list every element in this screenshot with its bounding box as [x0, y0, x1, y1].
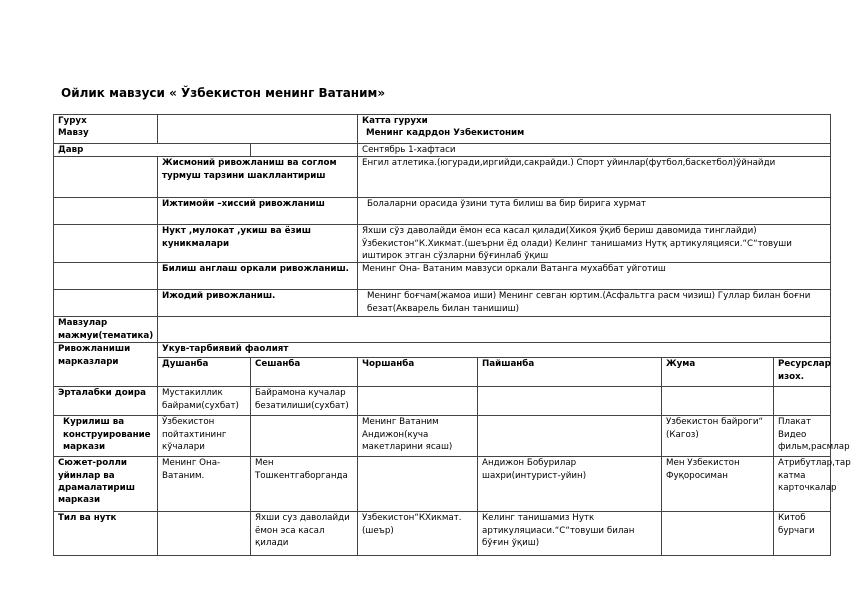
dev-area-row	[54, 290, 831, 317]
activity-cell	[662, 387, 774, 416]
dev-area-text: Енгил атлетика.(югуради,иргийди,сакрайди.) Спорт уйинлар(футбол,баскетбол)ўйнайди	[358, 157, 831, 198]
activity-cell: Узбекистон байроги“ (Кагоз)	[662, 416, 774, 457]
center-row	[54, 512, 831, 556]
activity-cell: Келинг танишамиз Нутк артикуляциаси.“С“товуши билан бўғин ўқиш)	[478, 512, 662, 556]
dev-area-row	[54, 225, 831, 263]
group-topic-label-cell	[54, 115, 158, 144]
topic-label: Мавзу	[58, 128, 89, 139]
center-row	[54, 387, 831, 416]
activity-cell	[358, 387, 478, 416]
activity-cell	[478, 387, 662, 416]
empty-cell	[158, 317, 831, 343]
dev-area-text: Яхши сўз даволайди ёмон еса касал қилади(Хикоя ўқиб бериш давомида тинглайди) Ўзбекистон“К.Хикмат.(шеърни ёд олади) Келинг танишамиз Нутқ артикуляцияси.“С“товуши иштирок этган сўзларни бўғинлаб ўқиш	[358, 225, 831, 263]
period-value: Сентябрь 1-хафтаси	[358, 144, 831, 157]
group-topic-row	[54, 115, 831, 144]
group-topic-value-cell	[358, 115, 831, 144]
empty-cell	[54, 290, 158, 317]
activity-cell	[478, 416, 662, 457]
activity-row	[54, 343, 831, 358]
day-header: Чоршанба	[358, 358, 478, 387]
empty-cell	[251, 144, 358, 157]
themes-label: Мавзулар мажмуи(тематика)	[54, 317, 158, 343]
activity-cell: Менинг Ватаним Андижон(куча макетларини ясаш)	[358, 416, 478, 457]
dev-area-row	[54, 198, 831, 225]
dev-area-label: Жисмоний ривожланиш ва соглом турмуш тарзини шакллантириш	[158, 157, 358, 198]
empty-cell	[158, 115, 358, 144]
empty-cell	[54, 225, 158, 263]
activity-label: Укув-тарбиявий фаолият	[158, 343, 831, 358]
dev-area-label: Ижодий ривожланиш.	[158, 290, 358, 317]
center-label: Тил ва нутк	[54, 512, 158, 556]
dev-centers-label: Ривожланиши марказлари	[54, 343, 158, 387]
activity-cell: Узбекистон“КХикмат.(шеър)	[358, 512, 478, 556]
center-label: Эрталабки доира	[54, 387, 158, 416]
center-label: Курилиш ва конструирование маркази	[54, 416, 158, 457]
activity-cell: Мустакиллик байрами(сухбат)	[158, 387, 251, 416]
activity-cell	[251, 416, 358, 457]
themes-row	[54, 317, 831, 343]
activity-cell	[358, 457, 478, 512]
activity-cell	[158, 512, 251, 556]
center-label: Сюжет-ролли уйинлар ва драмалатириш маркази	[54, 457, 158, 512]
dev-area-row	[54, 157, 831, 198]
topic-value: Менинг кадрдон Узбекистоним	[366, 128, 525, 139]
dev-area-text: Болаларни орасида ўзини тута билиш ва бир бирига хурмат	[358, 198, 831, 225]
page-title: Ойлик мавзуси « Ўзбекистон менинг Ватаним»	[61, 86, 386, 100]
dev-area-label: Билиш англаш оркали ривожланиш.	[158, 263, 358, 290]
dev-area-row	[54, 263, 831, 290]
group-label: Гурух	[58, 116, 87, 126]
group-value: Катта гурухи	[362, 116, 428, 126]
dev-area-label: Нукт ,мулокат ,укиш ва ёзиш куникмалари	[158, 225, 358, 263]
activity-cell: Мен Тошкентгаборганда	[251, 457, 358, 512]
activity-cell: Мен Узбекистон Фуқоросиман	[662, 457, 774, 512]
empty-cell	[54, 157, 158, 198]
days-row	[54, 358, 831, 387]
activity-cell: Яхши суз даволайди ёмон эса касал қилади	[251, 512, 358, 556]
day-header: Ресурслар изох.	[774, 358, 831, 387]
activity-cell: Ўзбекистон пойтахтининг кўчалари	[158, 416, 251, 457]
weekly-plan-table	[53, 114, 851, 556]
activity-cell: Байрамона кучалар безатилиши(сухбат)	[251, 387, 358, 416]
day-header: Сешанба	[251, 358, 358, 387]
dev-area-label: Ижтимойи –хиссий ривожланиш	[158, 198, 358, 225]
activity-cell: Андижон Бобурилар шахри(интурист-уйин)	[478, 457, 662, 512]
period-label: Давр	[54, 144, 251, 157]
activity-cell	[662, 512, 774, 556]
day-header: Пайшанба	[478, 358, 662, 387]
dev-area-text: Менинг Она- Ватаним мавзуси оркали Ватанга мухаббат уйготиш	[358, 263, 831, 290]
activity-cell: Плакат Видео фильм,расмлар	[774, 416, 831, 457]
empty-cell	[54, 263, 158, 290]
day-header: Душанба	[158, 358, 251, 387]
activity-cell	[774, 387, 831, 416]
center-row	[54, 457, 831, 512]
activity-cell: Китоб бурчаги	[774, 512, 831, 556]
center-row	[54, 416, 831, 457]
activity-cell: Атрибутлар,тар катма карточкалар	[774, 457, 831, 512]
activity-cell: Менинг Она-Ватаним.	[158, 457, 251, 512]
empty-cell	[54, 198, 158, 225]
period-row	[54, 144, 831, 157]
day-header: Жума	[662, 358, 774, 387]
dev-area-text: Менинг боғчам(жамоа иши) Менинг севган юртим.(Асфальтга расм чизиш) Гуллар билан боғни безат(Акварель билан танишиш)	[358, 290, 831, 317]
